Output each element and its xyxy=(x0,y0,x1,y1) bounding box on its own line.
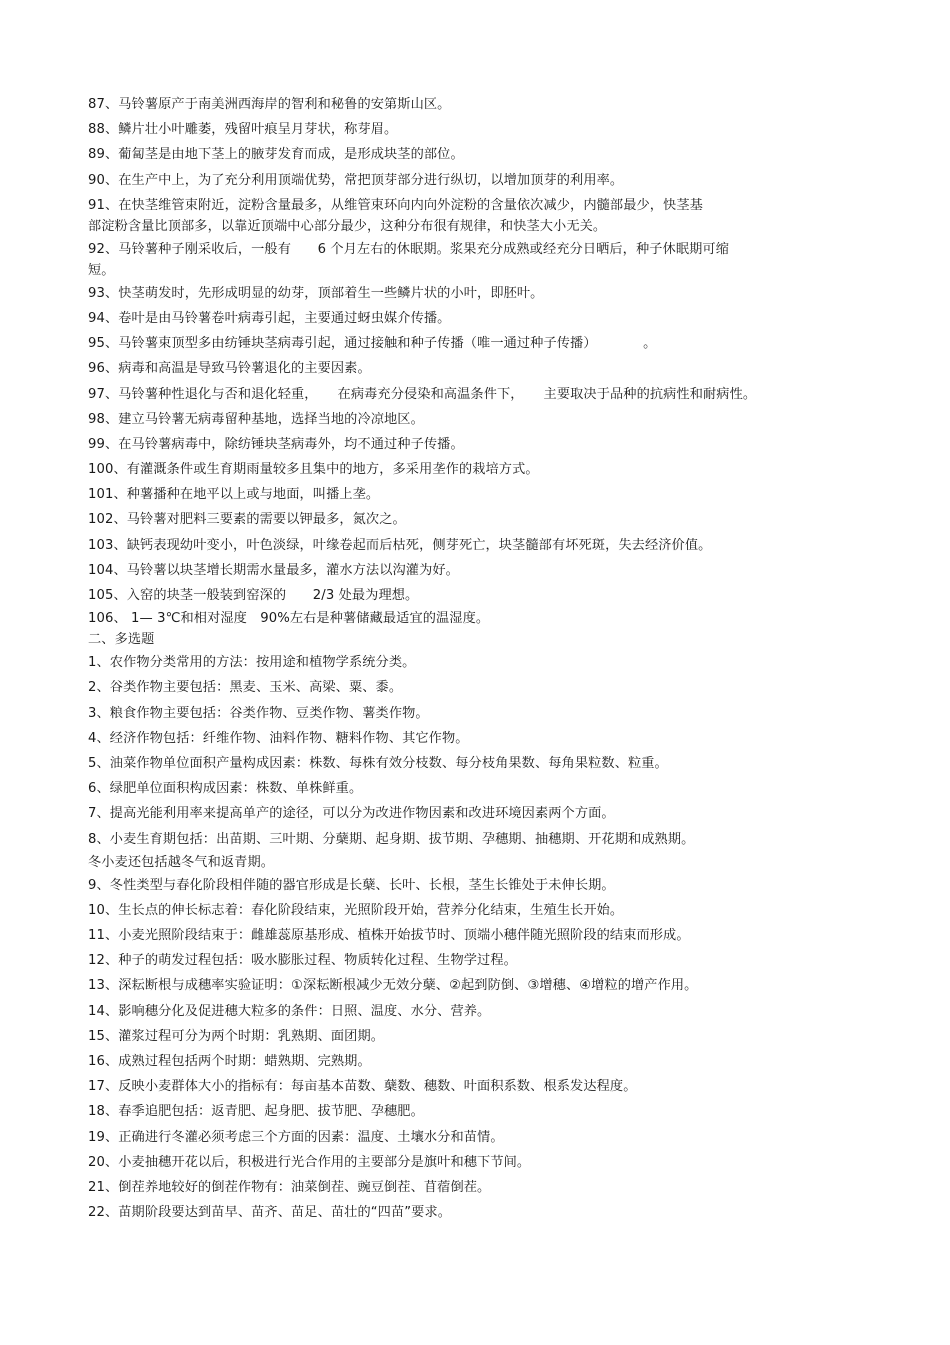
text-line: 5、油菜作物单位面积产量构成因素：株数、每株有效分枝数、每分枝角果数、每角果粒数、粒重。 xyxy=(88,755,668,771)
text-line: 4、经济作物包括：纤维作物、油料作物、糖料作物、其它作物。 xyxy=(88,730,469,746)
text-line: 105、入窑的块茎一般装到窑深的 2/3 处最为理想。 xyxy=(88,588,419,603)
text-line: 8、小麦生育期包括：出苗期、三叶期、分蘖期、起身期、拔节期、孕穗期、抽穗期、开花期和成熟期。 xyxy=(88,831,695,847)
text-line: 103、缺钙表现幼叶变小，叶色淡绿，叶缘卷起而后枯死，侧芽死亡，块茎髓部有坏死斑，失去经济价值。 xyxy=(88,537,712,553)
text-line: 10、生长点的伸长标志着：春化阶段结束，光照阶段开始，营养分化结束，生殖生长开始。 xyxy=(88,902,624,918)
text-line: 22、苗期阶段要达到苗早、苗齐、苗足、苗壮的“四苗”要求。 xyxy=(88,1205,452,1221)
text-line: 21、倒茬养地较好的倒茬作物有：油菜倒茬、豌豆倒茬、苜蓿倒茬。 xyxy=(88,1179,491,1195)
text-line: 99、在马铃薯病毒中，除纺锤块茎病毒外，均不通过种子传播。 xyxy=(88,436,464,452)
text-line: 106、 1— 3℃和相对湿度 90%左右是种薯储藏最适宜的温湿度。 xyxy=(88,611,490,627)
section-heading: 二、多选题 xyxy=(88,632,155,648)
text-line: 97、马铃薯种性退化与否和退化轻重， 在病毒充分侵染和高温条件下， 主要取决于品种的抗病性和耐病性。 xyxy=(88,386,757,402)
text-line: 93、快茎萌发时，先形成明显的幼芽，顶部着生一些鳞片状的小叶，即胚叶。 xyxy=(88,285,544,301)
text-line: 冬小麦还包括越冬气和返青期。 xyxy=(88,854,275,870)
text-line xyxy=(88,1225,868,1250)
text-line: 15、灌浆过程可分为两个时期：乳熟期、面团期。 xyxy=(88,1028,385,1044)
text-line: 20、小麦抽穗开花以后，积极进行光合作用的主要部分是旗叶和穗下节间。 xyxy=(88,1154,531,1170)
text-line: 89、葡匐茎是由地下茎上的腋芽发育而成，是形成块茎的部位。 xyxy=(88,147,464,163)
text-line: 2、谷类作物主要包括：黑麦、玉米、高梁、粟、黍。 xyxy=(88,680,403,696)
text-line: 90、在生产中上，为了充分利用顶端优势，常把顶芽部分进行纵切，以增加顶芽的利用率。 xyxy=(88,172,624,188)
text-line: 12、种子的萌发过程包括：吸水膨胀过程、物质转化过程、生物学过程。 xyxy=(88,953,517,969)
text-line: 18、春季追肥包括：返青肥、起身肥、拔节肥、孕穗肥。 xyxy=(88,1104,424,1120)
text-line: 14、影响穗分化及促进穗大粒多的条件：日照、温度、水分、营养。 xyxy=(88,1003,491,1019)
text-line: 6、绿肥单位面积构成因素：株数、单株鲜重。 xyxy=(88,781,363,797)
text-line: 9、冬性类型与春化阶段相伴随的器官形成是长蘖、长叶、长根，茎生长锥处于未伸长期。 xyxy=(88,877,615,893)
text-line: 95、马铃薯束顶型多由纺锤块茎病毒引起，通过接触和种子传播（唯一通过种子传播） 。 xyxy=(88,336,657,352)
text-line: 101、种薯播种在地平以上或与地面，叫播上垄。 xyxy=(88,487,380,503)
text-line: 87、马铃薯原产于南美洲西海岸的智利和秘鲁的安第斯山区。 xyxy=(88,97,451,112)
text-line: 92、马铃薯种子刚采收后，一般有 6 个月左右的休眠期。浆果充分成熟或经充分日晒后，种子休眠期可缩 xyxy=(88,241,729,257)
text-line: 短。 xyxy=(88,262,115,278)
text-line: 91、在快茎维管束附近，淀粉含量最多，从维管束环向内向外淀粉的含量依次减少，内髓部最少，快茎基 xyxy=(88,197,703,213)
document-page xyxy=(88,92,868,1251)
text-line: 1、农作物分类常用的方法：按用途和植物学系统分类。 xyxy=(88,655,416,671)
text-line: 19、正确进行冬灌必须考虑三个方面的因素：温度、土壤水分和苗情。 xyxy=(88,1129,504,1145)
text-line: 7、提高光能利用率来提高单产的途径，可以分为改进作物因素和改进环境因素两个方面。 xyxy=(88,806,615,822)
text-line: 96、病毒和高温是导致马铃薯退化的主要因素。 xyxy=(88,361,371,377)
text-line: 88、鳞片壮小叶雕萎，残留叶痕呈月芽状，称芽眉。 xyxy=(88,122,398,138)
text-line: 3、粮食作物主要包括：谷类作物、豆类作物、薯类作物。 xyxy=(88,705,429,721)
text-line: 17、反映小麦群体大小的指标有：每亩基本苗数、蘖数、穗数、叶面积系数、根系发达程度。 xyxy=(88,1079,637,1095)
text-line: 16、成熟过程包括两个时期：蜡熟期、完熟期。 xyxy=(88,1054,371,1069)
text-line: 94、卷叶是由马铃薯卷叶病毒引起，主要通过蚜虫媒介传播。 xyxy=(88,310,451,326)
text-line: 11、小麦光照阶段结束于：雌雄蕊原基形成、植株开始拔节时、顶端小穗伴随光照阶段的结束而形成。 xyxy=(88,928,690,944)
text-line: 100、有灌溉条件或生育期雨量较多且集中的地方，多采用垄作的栽培方式。 xyxy=(88,462,539,478)
text-line: 13、深耘断根与成穗率实验证明：①深耘断根减少无效分蘖、②起到防倒、③增穗、④增粒的增产作用。 xyxy=(88,978,698,994)
text-line: 102、马铃薯对肥料三要素的需要以钾最多，氮次之。 xyxy=(88,512,406,528)
text-line: 部淀粉含量比顶部多，以靠近顶端中心部分最少，这种分布很有规律，和快茎大小无关。 xyxy=(88,218,607,234)
text-line: 98、建立马铃薯无病毒留种基地，选择当地的冷凉地区。 xyxy=(88,411,424,427)
text-line: 104、马铃薯以块茎增长期需水量最多，灌水方法以沟灌为好。 xyxy=(88,562,459,578)
